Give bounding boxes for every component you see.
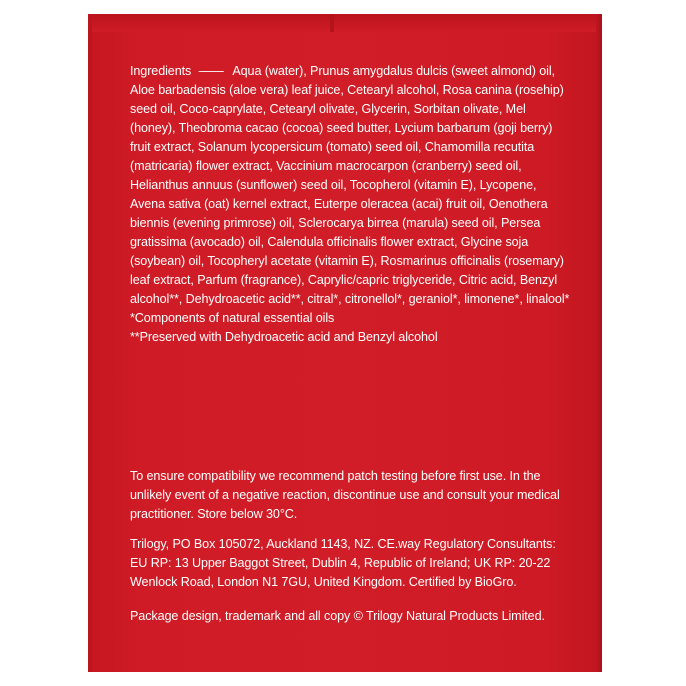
ingredients-label: Ingredients [130,64,192,78]
package-top-flap [88,14,600,32]
package-left-edge [88,14,92,672]
copyright-notice: Package design, trademark and all copy © Trilogy Natural Products Limited. [130,609,545,623]
package-fold-line [330,14,334,32]
patch-test-warning: To ensure compatibility we recommend patch testing before first use. In the unlikely event of a negative reaction, discontinue use and consult your medical practitioner. Store below 30°C. [130,469,560,521]
company-address: Trilogy, PO Box 105072, Auckland 1143, NZ. CE.way Regulatory Consultants: EU RP: 13 Upper Baggot Street, Dublin 4, Republic of Ireland; UK RP: 20-22 Wenlock Road, London N1 7GU, United Kingdom. Certified by BioGro. [130,537,556,589]
ingredients-block [130,62,570,347]
preservative-note: **Preserved with Dehydroacetic acid and Benzyl alcohol [130,330,438,344]
ingredients-list: Aqua (water), Prunus amygdalus dulcis (sweet almond) oil, Aloe barbadensis (aloe vera) leaf juice, Cetearyl alcohol, Rosa canina (rosehip) seed oil, Coco-caprylate, Cetearyl olivate, Glycerin, Sorbitan olivate, Mel (honey), Theobroma cacao (cocoa) seed butter, Lycium barbarum (goji berry) fruit extract, Solanum lycopersicum (tomato) seed oil, Chamomilla recutita (matricaria) flower extract, Vaccinium macrocarpon (cranberry) seed oil, Helianthus annuus (sunflower) seed oil, Tocopherol (vitamin E), Lycopene, Avena sativa (oat) kernel extract, Euterpe oleracea (acai) fruit oil, Oenothera biennis (evening primrose) oil, Sclerocarya birrea (marula) seed oil, Persea gratissima (avocado) oil, Calendula officinalis flower extract, Glycine soja (soybean) oil, Tocopheryl acetate (vitamin E), Rosmarinus officinalis (rosemary) leaf extract, Parfum (fragrance), Caprylic/capric triglyceride, Citric acid, Benzyl alcohol**, Dehydroacetic acid**, citral*, citronellol*, geraniol*, limonene*, linalool* [130,64,570,306]
package-right-edge [596,14,602,672]
essential-oils-note: *Components of natural essential oils [130,311,335,325]
ingredients-dash: —— [198,64,224,78]
